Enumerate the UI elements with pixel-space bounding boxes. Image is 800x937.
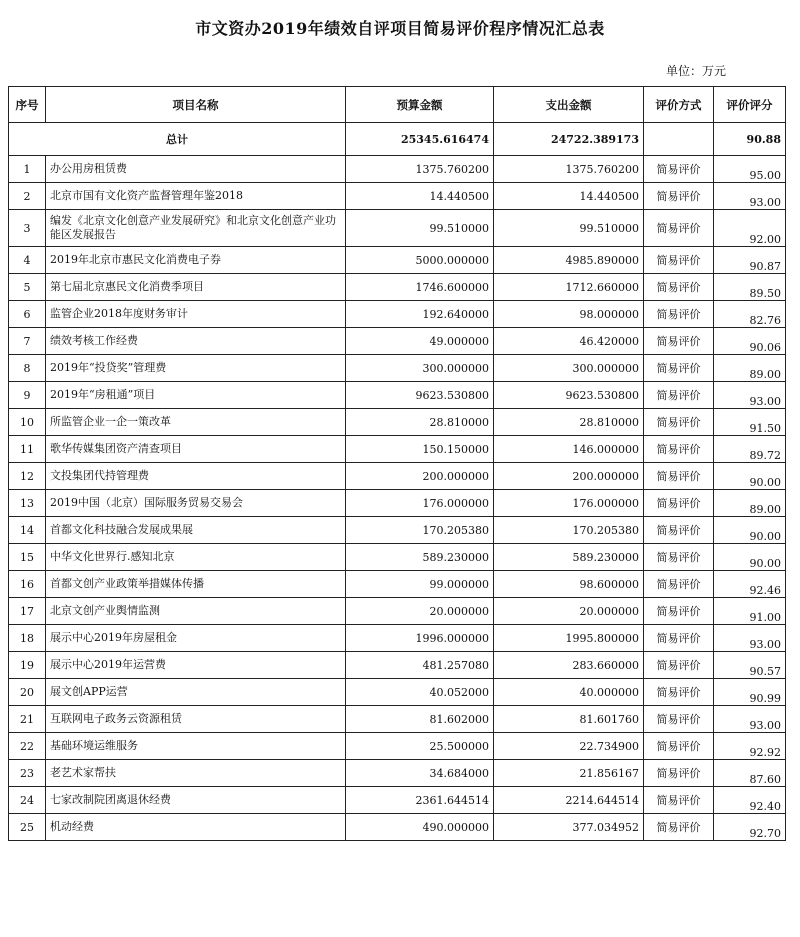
header-score: 评价评分 [714,87,786,123]
row-no: 15 [9,544,46,571]
row-score: 91.00 [714,598,786,625]
row-score: 87.60 [714,760,786,787]
row-method: 简易评价 [644,301,714,328]
row-project-name: 歌华传媒集团资产清查项目 [46,436,346,463]
row-project-name: 2019年“房租通”项目 [46,382,346,409]
row-budget: 2361.644514 [346,787,494,814]
row-expense: 98.600000 [494,571,644,598]
row-method: 简易评价 [644,382,714,409]
row-score: 82.76 [714,301,786,328]
row-expense: 14.440500 [494,183,644,210]
row-project-name: 七家改制院团离退休经费 [46,787,346,814]
row-method: 简易评价 [644,183,714,210]
row-method: 简易评价 [644,328,714,355]
row-expense: 170.205380 [494,517,644,544]
table-row [9,490,786,517]
row-no: 10 [9,409,46,436]
row-no: 1 [9,156,46,183]
row-project-name: 2019年“投贷奖”管理费 [46,355,346,382]
row-expense: 1375.760200 [494,156,644,183]
row-expense: 81.601760 [494,706,644,733]
row-no: 6 [9,301,46,328]
row-project-name: 北京文创产业舆情监测 [46,598,346,625]
row-budget: 1996.000000 [346,625,494,652]
row-method: 简易评价 [644,247,714,274]
row-budget: 99.000000 [346,571,494,598]
row-method: 简易评价 [644,571,714,598]
table-row [9,679,786,706]
row-budget: 34.684000 [346,760,494,787]
table-row [9,571,786,598]
row-no: 8 [9,355,46,382]
header-name: 项目名称 [46,87,346,123]
row-no: 13 [9,490,46,517]
row-no: 20 [9,679,46,706]
row-expense: 146.000000 [494,436,644,463]
row-method: 简易评价 [644,517,714,544]
row-no: 12 [9,463,46,490]
row-budget: 192.640000 [346,301,494,328]
row-method: 简易评价 [644,598,714,625]
row-expense: 28.810000 [494,409,644,436]
row-budget: 200.000000 [346,463,494,490]
row-score: 90.57 [714,652,786,679]
row-expense: 283.660000 [494,652,644,679]
row-method: 简易评价 [644,706,714,733]
row-project-name: 基础环境运维服务 [46,733,346,760]
row-budget: 5000.000000 [346,247,494,274]
table-row [9,156,786,183]
row-expense: 20.000000 [494,598,644,625]
page-title: 市文资办2019年绩效自评项目简易评价程序情况汇总表 [195,19,605,38]
row-score: 89.72 [714,436,786,463]
row-no: 21 [9,706,46,733]
row-method: 简易评价 [644,760,714,787]
row-project-name: 监管企业2018年度财务审计 [46,301,346,328]
row-expense: 98.000000 [494,301,644,328]
row-method: 简易评价 [644,490,714,517]
total-label: 总计 [9,123,346,156]
row-budget: 490.000000 [346,814,494,841]
unit-label: 单位：万元 [665,64,726,78]
row-score: 90.06 [714,328,786,355]
row-project-name: 办公用房租赁费 [46,156,346,183]
row-project-name: 老艺术家帮扶 [46,760,346,787]
row-budget: 1375.760200 [346,156,494,183]
row-budget: 1746.600000 [346,274,494,301]
row-score: 90.00 [714,463,786,490]
row-budget: 99.510000 [346,210,494,247]
row-project-name: 2019年北京市惠民文化消费电子券 [46,247,346,274]
row-score: 90.99 [714,679,786,706]
row-score: 89.00 [714,490,786,517]
row-project-name: 首都文化科技融合发展成果展 [46,517,346,544]
row-score: 92.00 [714,210,786,247]
row-method: 简易评价 [644,814,714,841]
row-no: 19 [9,652,46,679]
row-method: 简易评价 [644,210,714,247]
row-project-name: 文投集团代持管理费 [46,463,346,490]
row-method: 简易评价 [644,544,714,571]
row-no: 4 [9,247,46,274]
row-project-name: 第七届北京惠民文化消费季项目 [46,274,346,301]
row-score: 90.00 [714,544,786,571]
row-project-name: 中华文化世界行.感知北京 [46,544,346,571]
row-score: 92.92 [714,733,786,760]
header-no: 序号 [9,87,46,123]
row-score: 90.00 [714,517,786,544]
row-expense: 22.734900 [494,733,644,760]
row-no: 11 [9,436,46,463]
row-no: 24 [9,787,46,814]
row-score: 89.00 [714,355,786,382]
row-score: 93.00 [714,183,786,210]
table-row [9,210,786,247]
table-row [9,706,786,733]
row-no: 18 [9,625,46,652]
row-no: 7 [9,328,46,355]
row-expense: 300.000000 [494,355,644,382]
table-row [9,183,786,210]
table-header-row [9,87,786,123]
row-method: 简易评价 [644,463,714,490]
row-score: 92.70 [714,814,786,841]
total-expense: 24722.389173 [494,123,644,156]
row-project-name: 所监管企业一企一策改革 [46,409,346,436]
row-expense: 4985.890000 [494,247,644,274]
row-project-name: 展文创APP运营 [46,679,346,706]
row-no: 25 [9,814,46,841]
total-score: 90.88 [714,123,786,156]
table-row [9,463,786,490]
row-project-name: 首都文创产业政策举措媒体传播 [46,571,346,598]
table-row [9,625,786,652]
header-budget: 预算金额 [346,87,494,123]
row-budget: 20.000000 [346,598,494,625]
row-expense: 589.230000 [494,544,644,571]
row-method: 简易评价 [644,625,714,652]
header-expense: 支出金额 [494,87,644,123]
table-row [9,598,786,625]
row-budget: 81.602000 [346,706,494,733]
row-budget: 589.230000 [346,544,494,571]
total-method [644,123,714,156]
row-expense: 1712.660000 [494,274,644,301]
row-method: 简易评价 [644,652,714,679]
row-expense: 99.510000 [494,210,644,247]
row-budget: 150.150000 [346,436,494,463]
row-expense: 176.000000 [494,490,644,517]
table-row [9,247,786,274]
row-expense: 46.420000 [494,328,644,355]
row-expense: 200.000000 [494,463,644,490]
row-budget: 176.000000 [346,490,494,517]
row-project-name: 绩效考核工作经费 [46,328,346,355]
total-budget: 25345.616474 [346,123,494,156]
row-expense: 2214.644514 [494,787,644,814]
row-score: 93.00 [714,625,786,652]
row-no: 3 [9,210,46,247]
row-no: 22 [9,733,46,760]
row-no: 5 [9,274,46,301]
row-no: 14 [9,517,46,544]
header-method: 评价方式 [644,87,714,123]
table-row [9,355,786,382]
row-score: 89.50 [714,274,786,301]
row-project-name: 机动经费 [46,814,346,841]
row-budget: 49.000000 [346,328,494,355]
row-method: 简易评价 [644,409,714,436]
row-no: 23 [9,760,46,787]
row-budget: 40.052000 [346,679,494,706]
row-method: 简易评价 [644,787,714,814]
row-budget: 25.500000 [346,733,494,760]
row-method: 简易评价 [644,436,714,463]
row-project-name: 展示中心2019年房屋租金 [46,625,346,652]
row-score: 95.00 [714,156,786,183]
row-no: 16 [9,571,46,598]
row-no: 9 [9,382,46,409]
row-budget: 28.810000 [346,409,494,436]
table-row [9,274,786,301]
row-budget: 481.257080 [346,652,494,679]
table-row [9,787,786,814]
summary-table [8,86,786,841]
row-expense: 377.034952 [494,814,644,841]
row-project-name: 北京市国有文化资产监督管理年鉴2018 [46,183,346,210]
row-expense: 1995.800000 [494,625,644,652]
row-no: 17 [9,598,46,625]
table-row [9,733,786,760]
row-no: 2 [9,183,46,210]
row-project-name: 展示中心2019年运营费 [46,652,346,679]
row-project-name: 互联网电子政务云资源租赁 [46,706,346,733]
row-budget: 300.000000 [346,355,494,382]
row-budget: 9623.530800 [346,382,494,409]
row-score: 92.46 [714,571,786,598]
row-score: 91.50 [714,409,786,436]
row-expense: 9623.530800 [494,382,644,409]
row-score: 93.00 [714,706,786,733]
table-row [9,328,786,355]
row-budget: 170.205380 [346,517,494,544]
table-row [9,382,786,409]
row-score: 93.00 [714,382,786,409]
row-method: 简易评价 [644,679,714,706]
row-method: 简易评价 [644,156,714,183]
row-method: 简易评价 [644,355,714,382]
total-row [9,123,786,156]
row-project-name: 编发《北京文化创意产业发展研究》和北京文化创意产业功能区发展报告 [46,210,346,247]
table-row [9,814,786,841]
table-row [9,301,786,328]
row-method: 简易评价 [644,733,714,760]
table-row [9,760,786,787]
row-score: 90.87 [714,247,786,274]
row-expense: 40.000000 [494,679,644,706]
table-row [9,409,786,436]
row-budget: 14.440500 [346,183,494,210]
table-row [9,436,786,463]
table-row [9,544,786,571]
table-row [9,652,786,679]
row-method: 简易评价 [644,274,714,301]
row-score: 92.40 [714,787,786,814]
row-expense: 21.856167 [494,760,644,787]
row-project-name: 2019中国（北京）国际服务贸易交易会 [46,490,346,517]
table-row [9,517,786,544]
